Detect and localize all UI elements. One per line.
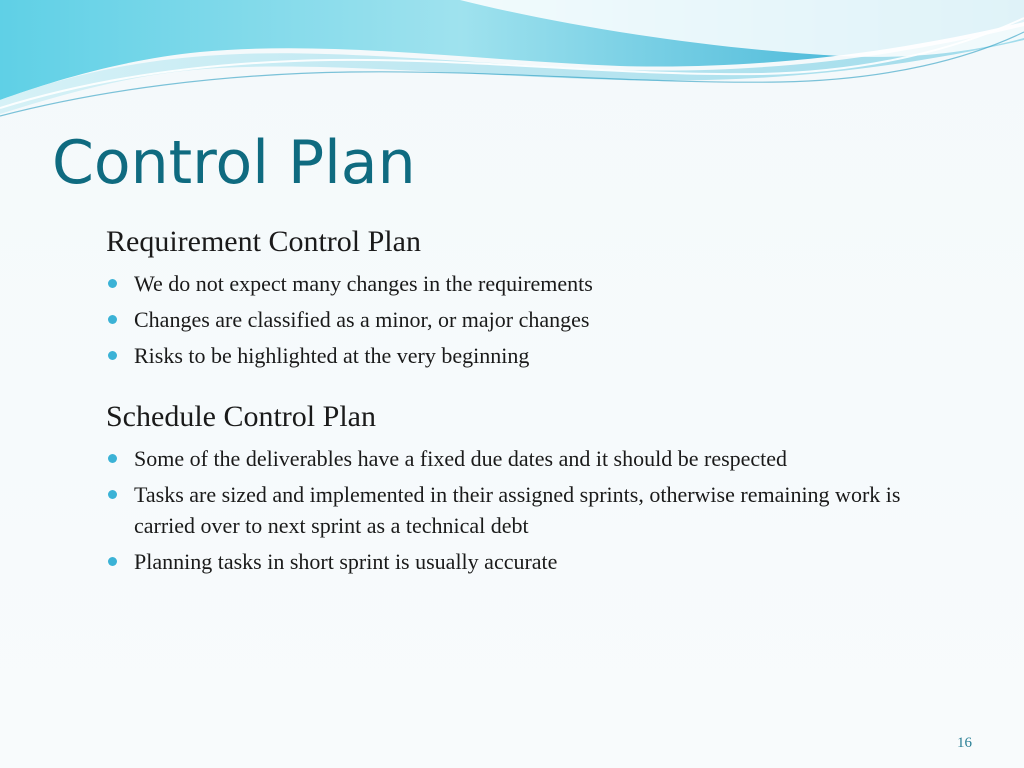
requirement-control-plan-section [106,222,966,371]
list-item [106,304,966,335]
bullet-dot-icon [108,315,117,324]
list-item-text: Some of the deliverables have a fixed due dates and it should be respected [134,446,788,471]
slide-title: Control Plan [52,128,416,198]
list-item [106,340,966,371]
header-wave-decoration [0,0,1024,130]
page-number: 16 [957,735,972,751]
slide-content [106,222,966,582]
bullet-dot-icon [108,557,117,566]
bullet-dot-icon [108,490,117,499]
list-item [106,443,966,474]
list-item-text: Planning tasks in short sprint is usually accurate [134,549,558,574]
list-item-text: We do not expect many changes in the requirements [134,271,593,296]
bullet-dot-icon [108,351,117,360]
bullet-list [106,268,966,371]
list-item-text: Tasks are sized and implemented in their assigned sprints, otherwise remaining work is carried over to next sprint as a technical debt [134,482,901,538]
list-item [106,268,966,299]
list-item [106,546,966,577]
schedule-control-plan-section [106,397,966,577]
section-heading: Schedule Control Plan [106,400,376,433]
bullet-dot-icon [108,454,117,463]
bullet-list [106,443,966,577]
list-item-text: Risks to be highlighted at the very beginning [134,343,530,368]
list-item-text: Changes are classified as a minor, or major changes [134,307,590,332]
bullet-dot-icon [108,279,117,288]
section-heading: Requirement Control Plan [106,225,421,258]
list-item [106,479,966,541]
